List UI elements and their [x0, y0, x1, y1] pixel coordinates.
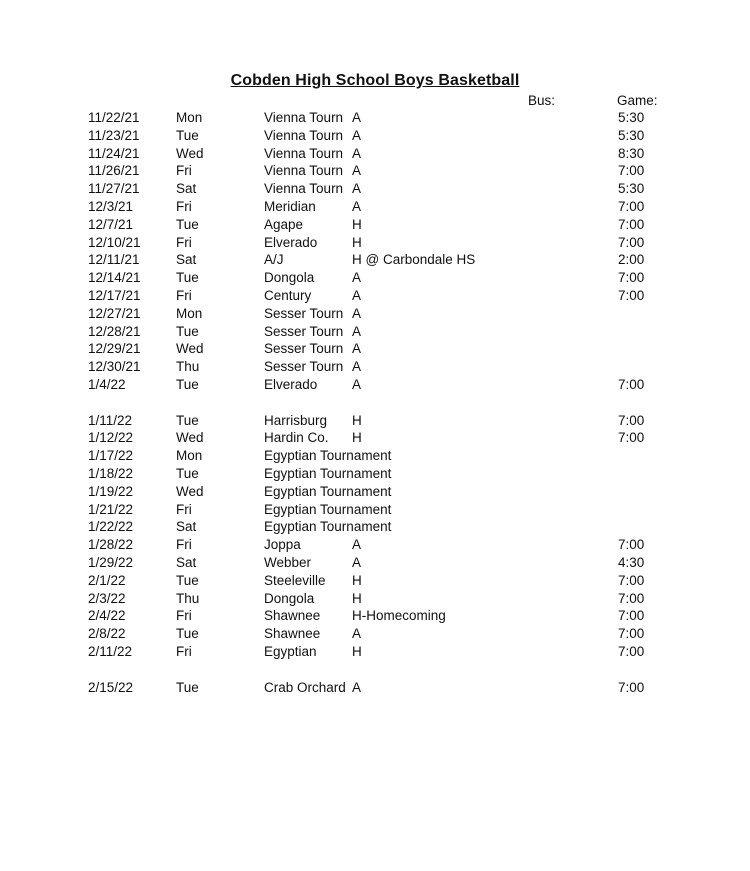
table-row: [0, 429, 750, 447]
game-time: 7:00: [618, 537, 645, 553]
game-location: H-Homecoming: [352, 608, 446, 624]
table-row: [0, 447, 750, 465]
game-day: Tue: [176, 679, 199, 695]
game-location: A: [352, 554, 362, 570]
game-location: A: [352, 537, 362, 553]
game-date: 12/7/21: [88, 216, 134, 232]
game-opponent: Vienna Tourn: [264, 145, 344, 161]
game-location: A: [352, 110, 362, 125]
game-opponent: Elverado: [264, 376, 318, 392]
game-date: 1/11/22: [88, 412, 133, 428]
game-time: 5:30: [618, 110, 645, 125]
game-day: Wed: [176, 430, 204, 446]
game-time: 7:00: [618, 572, 645, 588]
game-time: 8:30: [618, 145, 645, 161]
game-opponent: Meridian: [264, 198, 316, 214]
game-date: 12/17/21: [88, 287, 141, 303]
game-time: 5:30: [618, 181, 645, 197]
table-row: [0, 625, 750, 643]
game-day: Tue: [176, 572, 199, 588]
game-opponent: Sesser Tourn: [264, 305, 344, 321]
game-day: Tue: [176, 465, 199, 481]
game-day: Fri: [176, 234, 192, 250]
game-date: 12/14/21: [88, 270, 141, 286]
game-opponent: Vienna Tourn: [264, 163, 344, 179]
game-time: 7:00: [618, 626, 645, 642]
game-opponent: Sesser Tourn: [264, 359, 344, 375]
game-opponent: Hardin Co.: [264, 430, 329, 446]
game-day: Tue: [176, 376, 199, 392]
game-time: 7:00: [618, 198, 645, 214]
game-time: 7:00: [618, 270, 645, 286]
game-location: H: [352, 430, 362, 446]
game-opponent: Century: [264, 287, 312, 303]
game-time: 7:00: [618, 590, 645, 606]
game-date: 1/21/22: [88, 501, 134, 517]
table-row: [0, 643, 750, 661]
game-time: 7:00: [618, 163, 645, 179]
game-day: Tue: [176, 412, 199, 428]
game-opponent: Egyptian Tournament: [264, 483, 392, 499]
game-date: 2/8/22: [88, 626, 126, 642]
game-opponent: Shawnee: [264, 608, 321, 624]
game-opponent: Egyptian: [264, 643, 317, 659]
game-opponent: Egyptian Tournament: [264, 448, 392, 464]
game-opponent: A/J: [264, 252, 284, 268]
game-date: 11/26/21: [88, 163, 140, 179]
game-location: A: [352, 163, 362, 179]
game-opponent: Sesser Tourn: [264, 323, 344, 339]
game-day: Tue: [176, 323, 199, 339]
game-day: Tue: [176, 216, 199, 232]
table-row: [0, 127, 750, 145]
game-location: A: [352, 181, 362, 197]
game-time: 7:00: [618, 376, 645, 392]
game-time: 7:00: [618, 430, 645, 446]
game-date: 1/29/22: [88, 554, 134, 570]
game-date: 12/3/21: [88, 198, 134, 214]
game-date: 1/28/22: [88, 537, 134, 553]
game-time: 7:00: [618, 287, 645, 303]
game-date: 2/3/22: [88, 590, 126, 606]
game-time: 7:00: [618, 608, 645, 624]
game-opponent: Elverado: [264, 234, 318, 250]
table-row: [0, 572, 750, 590]
game-date: 12/30/21: [88, 359, 141, 375]
table-row: [0, 269, 750, 287]
game-date: 12/11/21: [88, 252, 140, 268]
game-date: 11/24/21: [88, 145, 140, 161]
game-opponent: Agape: [264, 216, 304, 232]
game-location: A: [352, 198, 362, 214]
game-time: 2:00: [618, 252, 645, 268]
game-opponent: Harrisburg: [264, 412, 328, 428]
game-day: Wed: [176, 145, 204, 161]
game-date: 11/27/21: [88, 181, 140, 197]
table-row: [0, 305, 750, 323]
table-row: [0, 180, 750, 198]
game-date: 2/4/22: [88, 608, 126, 624]
game-opponent: Webber: [264, 554, 312, 570]
game-day: Tue: [176, 626, 199, 642]
game-day: Mon: [176, 305, 203, 321]
game-location: A: [352, 679, 362, 695]
game-time: 4:30: [618, 554, 645, 570]
game-opponent: Vienna Tourn: [264, 110, 344, 125]
game-day: Fri: [176, 287, 192, 303]
game-location: A: [352, 270, 362, 286]
game-location: H: [352, 412, 362, 428]
game-location: A: [352, 359, 362, 375]
game-day: Sat: [176, 519, 197, 535]
table-row: [0, 518, 750, 536]
game-location: A: [352, 127, 362, 143]
game-day: Sat: [176, 181, 197, 197]
table-row: [0, 323, 750, 341]
table-row: [0, 340, 750, 358]
table-row: [0, 465, 750, 483]
game-location: A: [352, 341, 362, 357]
table-row: [0, 607, 750, 625]
game-opponent: Joppa: [264, 537, 301, 553]
game-date: 12/10/21: [88, 234, 141, 250]
table-row: [0, 501, 750, 519]
game-location: A: [352, 305, 362, 321]
game-date: 12/29/21: [88, 341, 141, 357]
game-opponent: Shawnee: [264, 626, 321, 642]
game-time: 7:00: [618, 216, 645, 232]
table-row: [0, 251, 750, 269]
game-date: 2/15/22: [88, 679, 134, 695]
table-row: [0, 145, 750, 163]
game-location: A: [352, 323, 362, 339]
game-day: Tue: [176, 127, 199, 143]
game-date: 1/22/22: [88, 519, 134, 535]
game-day: Fri: [176, 198, 192, 214]
game-date: 1/18/22: [88, 465, 134, 481]
game-day: Fri: [176, 501, 192, 517]
game-location: H: [352, 234, 362, 250]
game-opponent: Egyptian Tournament: [264, 465, 392, 481]
game-opponent: Dongola: [264, 590, 315, 606]
game-opponent: Dongola: [264, 270, 315, 286]
game-date: 11/22/21: [88, 110, 140, 125]
game-location: A: [352, 287, 362, 303]
game-day: Mon: [176, 110, 203, 125]
table-row: [0, 483, 750, 501]
game-date: 12/27/21: [88, 305, 141, 321]
table-row: [0, 590, 750, 608]
game-date: 12/28/21: [88, 323, 141, 339]
table-row: [0, 394, 750, 412]
game-opponent: Egyptian Tournament: [264, 501, 392, 517]
page-title: Cobden High School Boys Basketball: [230, 72, 520, 89]
game-day: Sat: [176, 554, 197, 570]
game-opponent: Sesser Tourn: [264, 341, 344, 357]
game-day: Tue: [176, 270, 199, 286]
game-day: Mon: [176, 448, 203, 464]
game-time: 5:30: [618, 127, 645, 143]
game-date: 1/12/22: [88, 430, 134, 446]
game-location: H: [352, 216, 362, 232]
game-opponent: Steeleville: [264, 572, 326, 588]
game-opponent: Vienna Tourn: [264, 181, 344, 197]
game-date: 1/19/22: [88, 483, 134, 499]
schedule-table: [0, 109, 750, 696]
game-day: Wed: [176, 483, 204, 499]
game-time: 7:00: [618, 679, 645, 695]
bus-column-header: Bus:: [528, 93, 556, 108]
table-row: [0, 216, 750, 234]
game-date: 2/11/22: [88, 643, 133, 659]
game-location: H: [352, 643, 362, 659]
game-opponent: Vienna Tourn: [264, 127, 344, 143]
game-day: Fri: [176, 643, 192, 659]
game-day: Fri: [176, 537, 192, 553]
game-day: Thu: [176, 590, 200, 606]
game-day: Sat: [176, 252, 197, 268]
game-date: 1/4/22: [88, 376, 126, 392]
table-row: [0, 661, 750, 679]
table-row: [0, 679, 750, 697]
game-day: Fri: [176, 608, 192, 624]
game-date: 2/1/22: [88, 572, 126, 588]
game-date: 11/23/21: [88, 127, 140, 143]
game-date: 1/17/22: [88, 448, 134, 464]
table-row: [0, 554, 750, 572]
game-location: A: [352, 376, 362, 392]
game-location: H @ Carbondale HS: [352, 252, 476, 268]
game-day: Wed: [176, 341, 204, 357]
game-location: A: [352, 145, 362, 161]
table-row: [0, 109, 750, 127]
game-location: A: [352, 626, 362, 642]
game-day: Thu: [176, 359, 200, 375]
table-row: [0, 234, 750, 252]
table-row: [0, 358, 750, 376]
game-location: H: [352, 572, 362, 588]
game-day: Fri: [176, 163, 192, 179]
table-row: [0, 536, 750, 554]
game-opponent: Egyptian Tournament: [264, 519, 392, 535]
table-row: [0, 162, 750, 180]
game-time: 7:00: [618, 412, 645, 428]
game-location: H: [352, 590, 362, 606]
game-time: 7:00: [618, 234, 645, 250]
table-row: [0, 412, 750, 430]
game-time: 7:00: [618, 643, 645, 659]
game-column-header: Game:: [617, 93, 658, 108]
table-row: [0, 376, 750, 394]
table-row: [0, 287, 750, 305]
game-opponent: Crab Orchard: [264, 679, 346, 695]
table-row: [0, 198, 750, 216]
